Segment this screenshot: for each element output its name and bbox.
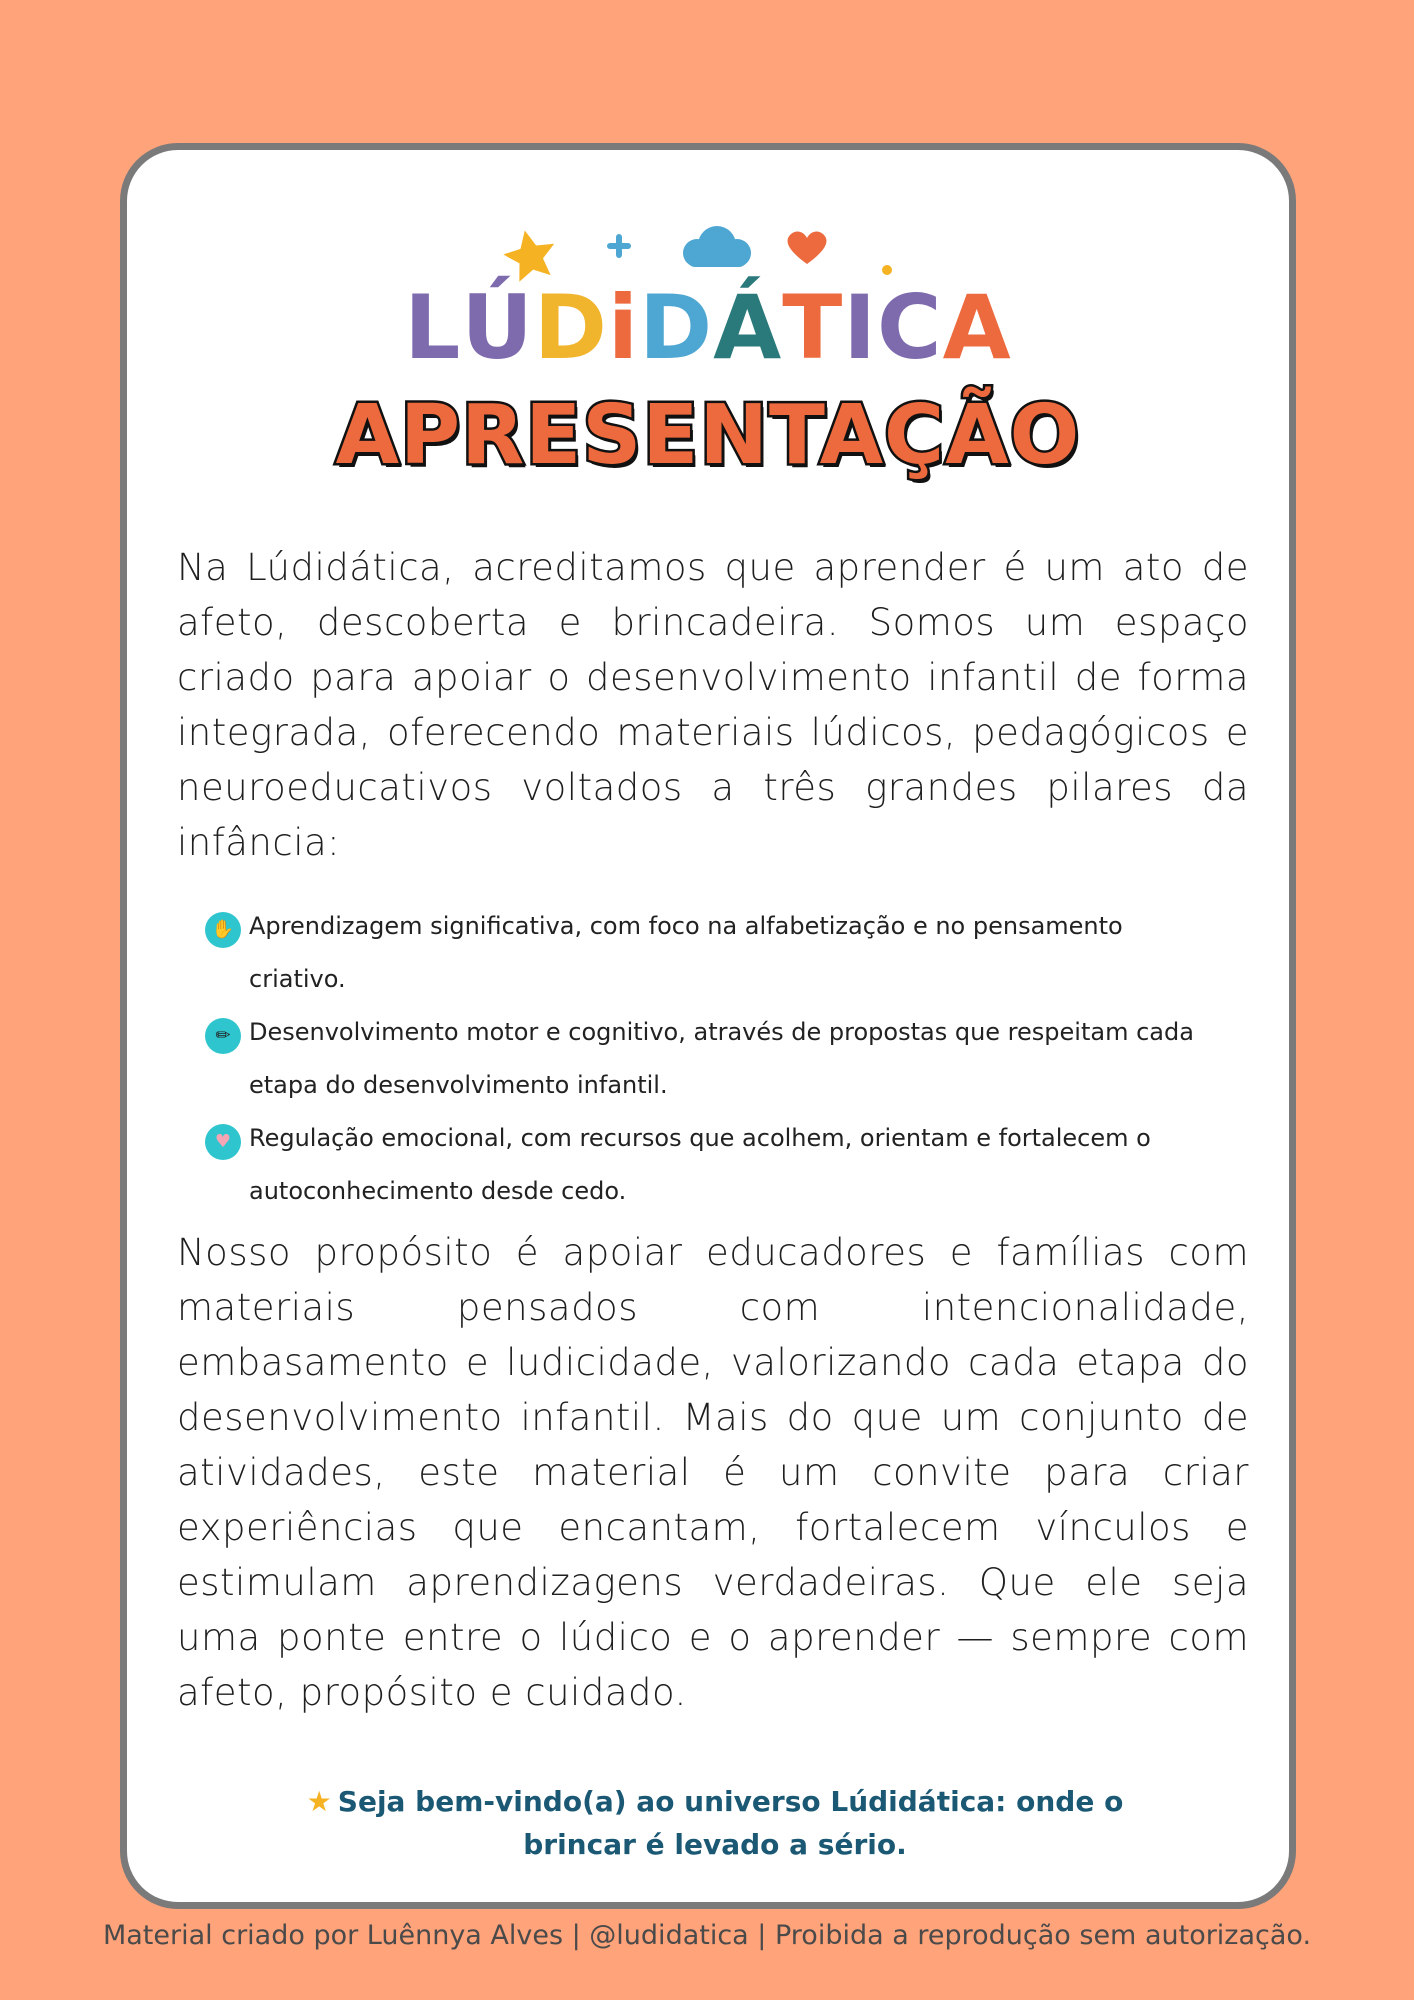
list-item <box>205 900 1225 1006</box>
logo-letter: D <box>639 276 714 379</box>
welcome-message <box>277 1780 1153 1866</box>
pillar-text: Desenvolvimento motor e cognitivo, através de propostas que respeitam cada etapa do desenvolvimento infantil. <box>249 1018 1194 1099</box>
purpose-paragraph: Nosso propósito é apoiar educadores e famílias com materiais pensados com intencionalidade, embasamento e ludicidade, valorizando cada etapa do desenvolvimento infantil. Mais do que um conjunto de atividades, este material é um convite para criar experiências que encantam, fortalecem vínculos e estimulam aprendizagens verdadeiras. Que ele seja uma ponte entre o lúdico e o aprender — sempre com afeto, propósito e cuidado. <box>177 1231 1249 1714</box>
welcome-line-1: Seja bem-vindo(a) ao universo Lúdidática: onde o <box>337 1785 1124 1818</box>
plus-icon <box>607 234 631 258</box>
logo-letter: C <box>877 276 943 379</box>
logo-letter: A <box>942 276 1012 379</box>
logo-letter: Á <box>713 276 783 379</box>
dot-icon <box>882 265 892 275</box>
list-item <box>205 1112 1225 1218</box>
content-card <box>120 143 1296 1909</box>
logo-letter: i <box>607 276 640 379</box>
pencil-icon: ✏ <box>205 1018 241 1054</box>
page-title: APRESENTAÇÃO <box>335 388 1081 483</box>
logo-letter: T <box>782 276 844 379</box>
list-item <box>205 1006 1225 1112</box>
logo-letter: Ú <box>461 276 534 379</box>
pillars-list <box>205 900 1225 1218</box>
star-icon: ★ <box>306 1785 332 1818</box>
cloud-icon <box>683 226 751 267</box>
logo-letter: I <box>843 276 877 379</box>
pillar-text: Regulação emocional, com recursos que acolhem, orientam e fortalecem o autoconhecimento desde cedo. <box>249 1124 1151 1205</box>
heart-icon <box>788 231 827 264</box>
intro-paragraph: Na Lúdidática, acreditamos que aprender é um ato de afeto, descoberta e brincadeira. Somos um espaço criado para apoiar o desenvolvimento infantil de forma integrada, oferecendo materiais lúdicos, pedagógicos e neuroeducativos voltados a três grandes pilares da infância: <box>177 546 1249 864</box>
brand-logo <box>127 278 1289 378</box>
welcome-line-2: brincar é levado a sério. <box>523 1828 907 1861</box>
brain-icon: ✋ <box>205 912 241 948</box>
logo-letter: L <box>404 276 462 379</box>
heart-icon: ♥ <box>205 1124 241 1160</box>
footer-credits: Material criado por Luênnya Alves | @ludidatica | Proibida a reprodução sem autorização. <box>102 1920 1312 1951</box>
pillar-text: Aprendizagem significativa, com foco na alfabetização e no pensamento criativo. <box>249 912 1123 993</box>
logo-letter: D <box>533 276 608 379</box>
